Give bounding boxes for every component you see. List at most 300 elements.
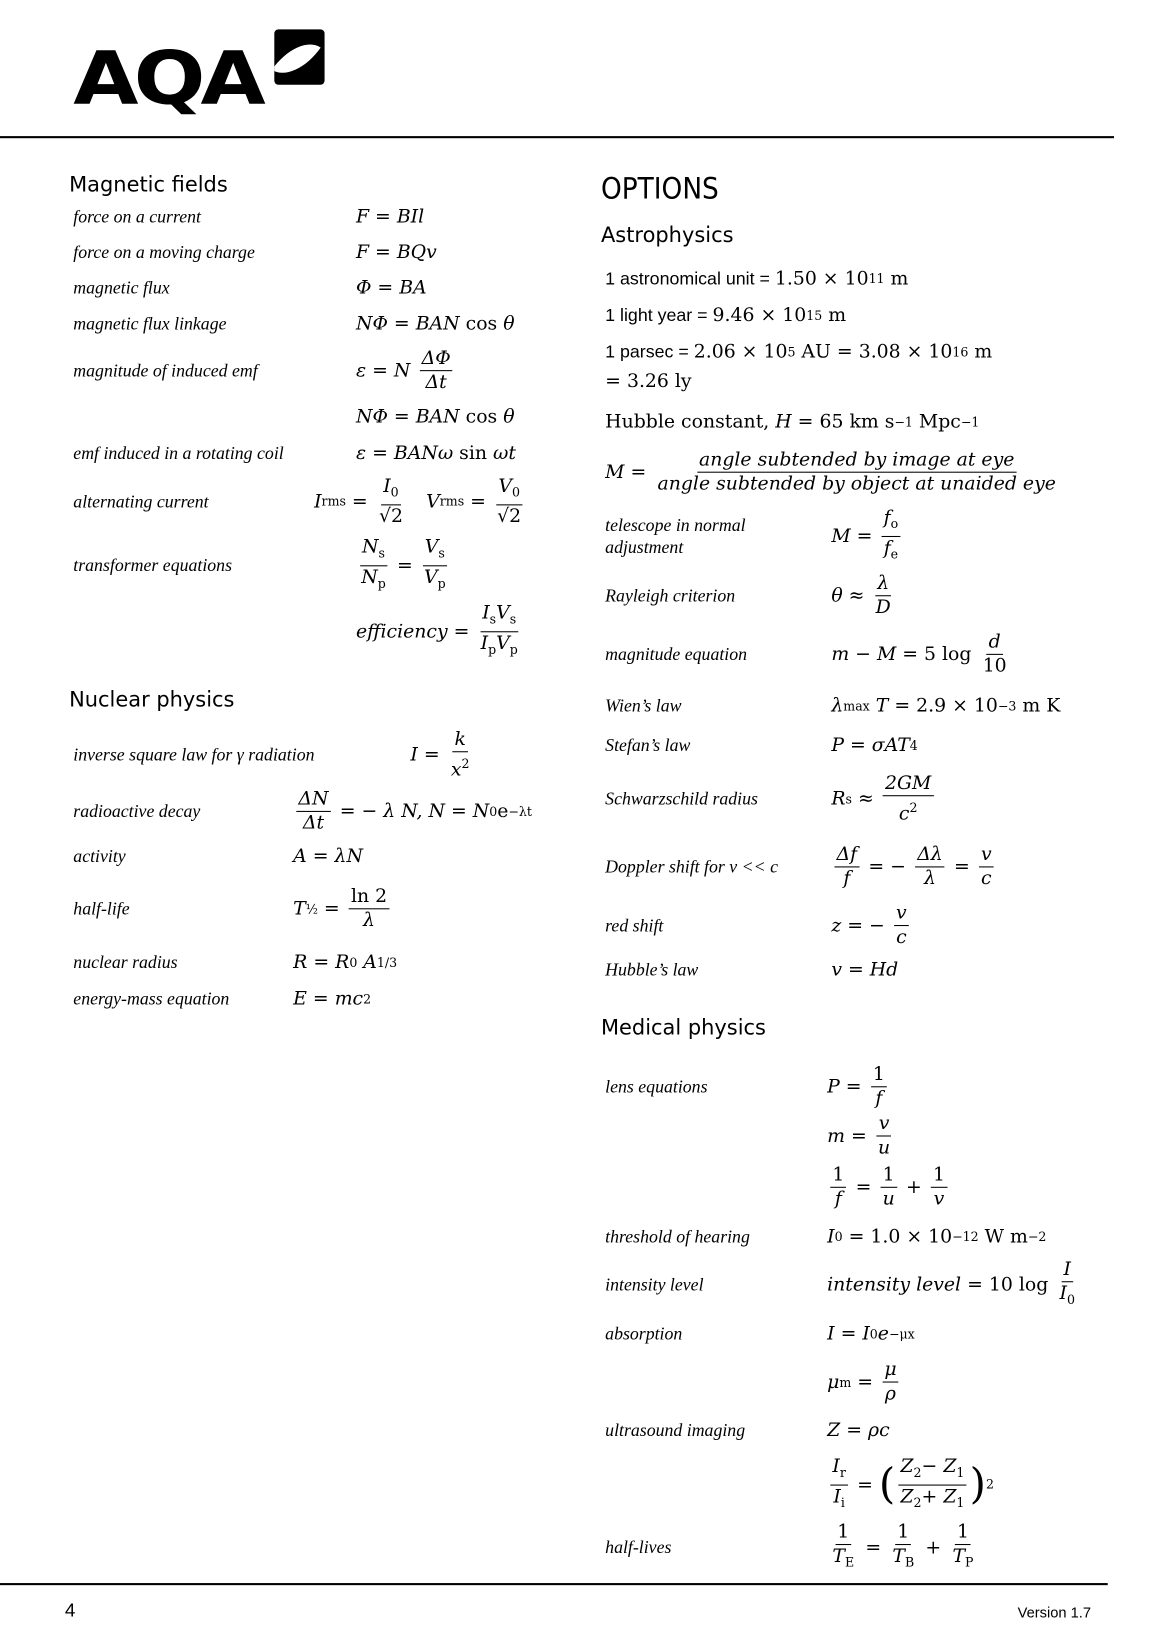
numerator bbox=[830, 1164, 846, 1188]
fraction bbox=[882, 507, 901, 566]
astro-label: telescope in normal adjustment bbox=[605, 515, 746, 558]
math-roman: cos bbox=[465, 405, 498, 428]
magnetic-formula bbox=[356, 206, 424, 228]
numerator bbox=[349, 885, 389, 909]
math-text: v = Hd bbox=[831, 958, 899, 981]
subscript: i bbox=[840, 1495, 845, 1510]
math-text: NΦ = BAN bbox=[355, 312, 466, 335]
medical-formula bbox=[827, 1164, 950, 1211]
magnetic-label: alternating current bbox=[73, 491, 209, 512]
numerator bbox=[881, 1164, 897, 1188]
subscript: r bbox=[839, 1465, 846, 1480]
subscript: 0 bbox=[869, 1326, 878, 1342]
math-text: c bbox=[896, 926, 907, 949]
math-text: I bbox=[832, 1455, 840, 1478]
superscript: −λt bbox=[508, 804, 532, 819]
math-roman: sin bbox=[459, 442, 488, 465]
math-text: I bbox=[383, 475, 391, 498]
magnetic-label: magnetic flux bbox=[73, 277, 170, 298]
math-text: N bbox=[362, 535, 379, 558]
math-text: ε = N bbox=[355, 359, 417, 382]
subscript: 0 bbox=[511, 485, 520, 500]
text-sans: 1 astronomical unit = bbox=[605, 268, 775, 288]
header-rule bbox=[0, 136, 1114, 138]
subscript: s bbox=[845, 791, 852, 807]
numerator bbox=[835, 1521, 851, 1545]
math-text: V bbox=[424, 565, 438, 588]
astro-label: red shift bbox=[605, 915, 664, 936]
magnetic-label: magnitude of induced emf bbox=[73, 360, 258, 381]
math-text: f bbox=[883, 506, 891, 529]
superscript: −1 bbox=[894, 414, 913, 430]
denominator bbox=[981, 655, 1009, 678]
magnetic-label: force on a current bbox=[73, 206, 201, 227]
aqa-leaf-logo-icon bbox=[274, 29, 324, 84]
math-text: R bbox=[831, 787, 846, 810]
astro-formula bbox=[831, 631, 1012, 678]
math-roman: √2 bbox=[497, 504, 522, 527]
math-roman: 1 bbox=[872, 1063, 885, 1086]
numerator bbox=[931, 1164, 947, 1188]
math-text: = − bbox=[862, 855, 912, 878]
astro-formula bbox=[831, 572, 896, 619]
math-text: M = bbox=[831, 525, 879, 548]
fraction bbox=[377, 475, 405, 528]
math-text: Z bbox=[900, 1455, 914, 1478]
math-roman: m K bbox=[1016, 694, 1061, 717]
math-roman: 9.46 × 10 bbox=[712, 304, 807, 327]
denominator bbox=[932, 1188, 947, 1211]
numerator bbox=[452, 728, 468, 752]
fraction bbox=[898, 1455, 966, 1514]
math-text: T bbox=[892, 1545, 905, 1568]
denominator bbox=[423, 371, 448, 394]
denominator bbox=[890, 1545, 916, 1574]
medical-label: absorption bbox=[605, 1323, 683, 1344]
astro-label: Hubble’s law bbox=[605, 959, 699, 980]
denominator bbox=[495, 505, 523, 528]
denominator bbox=[301, 812, 326, 835]
math-text: angle subtended by object at unaided eye bbox=[657, 472, 1056, 495]
fraction bbox=[979, 843, 994, 890]
math-text: u bbox=[878, 1136, 891, 1159]
denominator bbox=[979, 867, 994, 890]
subscript: rms bbox=[321, 494, 346, 509]
fraction bbox=[915, 843, 945, 890]
math-text: c bbox=[898, 802, 910, 825]
math-text: m − M = bbox=[831, 643, 925, 666]
math-text: f bbox=[834, 1187, 842, 1210]
math-roman: m bbox=[968, 340, 993, 363]
numerator bbox=[987, 631, 1003, 655]
denominator bbox=[361, 909, 377, 932]
math-text: Δλ bbox=[917, 843, 943, 866]
math-text: Z bbox=[900, 1485, 914, 1508]
nuclear-formula bbox=[293, 885, 392, 932]
math-text: V bbox=[408, 490, 440, 513]
astro-formula bbox=[831, 959, 898, 981]
math-text: efficiency = bbox=[355, 620, 476, 643]
fraction bbox=[422, 536, 448, 595]
denominator bbox=[894, 926, 909, 949]
medical-formula bbox=[827, 1455, 994, 1514]
superscript: 2 bbox=[461, 756, 470, 772]
math-text: I bbox=[314, 490, 322, 513]
math-text: = bbox=[859, 1536, 888, 1559]
medical-label: threshold of hearing bbox=[605, 1226, 750, 1247]
fraction bbox=[830, 1164, 846, 1211]
math-roman: = 1.0 × 10 bbox=[842, 1225, 953, 1248]
math-text: θ bbox=[497, 405, 515, 428]
math-roman: Mpc bbox=[912, 410, 961, 433]
denominator bbox=[1057, 1282, 1077, 1311]
numerator bbox=[830, 1455, 848, 1485]
fraction bbox=[890, 1521, 916, 1574]
fraction bbox=[981, 631, 1009, 678]
math-text: P = σAT bbox=[831, 734, 910, 757]
math-text: = bbox=[317, 897, 346, 920]
math-text: T bbox=[952, 1545, 966, 1568]
denominator bbox=[897, 796, 920, 825]
magnetic-formula bbox=[356, 536, 451, 595]
superscript: −μx bbox=[888, 1326, 915, 1342]
medical-formula bbox=[827, 1226, 1046, 1248]
subscript: p bbox=[437, 575, 446, 591]
magnetic-formula bbox=[356, 406, 515, 428]
medical-formula bbox=[827, 1112, 895, 1159]
numerator bbox=[871, 1063, 887, 1087]
astro-constant-formula bbox=[605, 370, 691, 392]
magnetic-formula bbox=[356, 241, 437, 263]
numerator bbox=[895, 1521, 911, 1545]
fraction bbox=[834, 843, 859, 890]
superscript: 16 bbox=[952, 344, 969, 360]
numerator bbox=[1061, 1258, 1073, 1282]
nuclear-formula bbox=[293, 845, 363, 867]
math-text: v bbox=[981, 843, 992, 866]
math-text: angle subtended by image at eye bbox=[698, 448, 1015, 471]
math-text: v bbox=[878, 1112, 890, 1135]
math-text: + bbox=[899, 1176, 928, 1199]
fraction bbox=[894, 902, 909, 949]
numerator bbox=[955, 1521, 971, 1545]
math-text: z = − bbox=[831, 914, 891, 937]
denominator bbox=[874, 596, 893, 619]
math-text: = bbox=[851, 1473, 879, 1496]
math-text: + bbox=[919, 1536, 948, 1559]
numerator bbox=[877, 1112, 892, 1136]
math-text: I bbox=[1063, 1258, 1071, 1281]
math-text: Δt bbox=[425, 371, 447, 394]
math-roman: 1.50 × 10 bbox=[774, 267, 869, 290]
subscript: 0 bbox=[834, 1229, 843, 1244]
parenthesis: ( bbox=[878, 1460, 896, 1509]
version-label: Version 1.7 bbox=[1017, 1604, 1092, 1621]
numerator bbox=[979, 843, 994, 867]
math-text: v bbox=[896, 901, 907, 924]
astro-constant-formula bbox=[605, 268, 908, 290]
math-text: e bbox=[877, 1322, 889, 1345]
subscript: E bbox=[844, 1555, 855, 1570]
math-roman: 1 bbox=[882, 1163, 895, 1186]
fraction bbox=[830, 1455, 848, 1514]
magnetic-label: emf induced in a rotating coil bbox=[73, 443, 284, 464]
magnetic-label: force on a moving charge bbox=[73, 242, 255, 263]
math-roman: 1 bbox=[832, 1163, 845, 1186]
math-text: D bbox=[875, 596, 891, 619]
medical-formula bbox=[827, 1521, 979, 1574]
denominator bbox=[898, 1485, 966, 1514]
math-text: V bbox=[496, 631, 510, 654]
numerator bbox=[915, 843, 945, 867]
astro-constant-formula bbox=[605, 304, 846, 326]
medical-formula bbox=[827, 1358, 902, 1405]
astro-constant-formula bbox=[605, 341, 992, 363]
subscript: e bbox=[890, 546, 899, 562]
subscript: 0 bbox=[1066, 1292, 1075, 1307]
math-text: λ bbox=[877, 572, 890, 595]
superscript: 15 bbox=[806, 307, 823, 323]
numerator bbox=[423, 536, 447, 566]
math-text: I bbox=[1059, 1282, 1067, 1305]
math-text: Δf bbox=[836, 843, 858, 866]
fraction bbox=[882, 1358, 898, 1405]
subscript: s bbox=[438, 546, 445, 561]
astro-constant-formula bbox=[605, 449, 1061, 496]
denominator bbox=[876, 1137, 892, 1160]
astro-label: Stefan’s law bbox=[605, 735, 691, 756]
superscript: −12 bbox=[952, 1229, 979, 1244]
medical-formula bbox=[827, 1323, 915, 1345]
math-text: V bbox=[424, 535, 439, 558]
subscript: 2 bbox=[913, 1465, 922, 1480]
math-text: k bbox=[454, 728, 466, 751]
astro-label: Doppler shift for v << c bbox=[605, 856, 779, 877]
math-text: = bbox=[849, 1176, 878, 1199]
denominator bbox=[422, 566, 448, 595]
numerator bbox=[496, 475, 522, 505]
subscript: 0 bbox=[390, 485, 399, 500]
section-heading-nuclear-physics: Nuclear physics bbox=[69, 686, 235, 712]
astro-constant-formula bbox=[605, 411, 979, 433]
math-text: M = bbox=[605, 461, 653, 484]
numerator bbox=[898, 1455, 966, 1485]
denominator bbox=[655, 473, 1058, 496]
math-text: = − λ N, N = N bbox=[333, 800, 490, 823]
nuclear-label: half-life bbox=[73, 898, 130, 919]
math-roman: W m bbox=[978, 1225, 1028, 1248]
numerator bbox=[883, 772, 934, 796]
magnetic-formula bbox=[356, 442, 516, 464]
numerator bbox=[381, 475, 401, 505]
fraction bbox=[296, 788, 330, 835]
math-roman: 1 bbox=[837, 1520, 850, 1543]
math-text: = bbox=[390, 554, 419, 577]
denominator bbox=[883, 1383, 898, 1406]
superscript: −1 bbox=[960, 414, 980, 430]
magnetic-formula bbox=[356, 347, 456, 394]
fraction bbox=[359, 536, 388, 595]
math-text: 2GM bbox=[884, 772, 932, 795]
fraction bbox=[1057, 1258, 1077, 1311]
subscript: p bbox=[377, 575, 386, 591]
medical-formula bbox=[827, 1258, 1080, 1311]
math-text: Δt bbox=[302, 811, 325, 834]
math-text: λ bbox=[831, 694, 844, 717]
math-roman: 1 bbox=[956, 1520, 969, 1543]
astro-formula bbox=[831, 507, 903, 566]
math-text: u bbox=[882, 1187, 895, 1210]
magnetic-label: transformer equations bbox=[73, 555, 233, 576]
math-text: Z = ρc bbox=[827, 1419, 890, 1442]
math-text: I bbox=[827, 1225, 835, 1248]
numerator bbox=[882, 1358, 898, 1382]
denominator bbox=[922, 867, 938, 890]
math-roman: ln 2 bbox=[350, 885, 388, 908]
magnetic-formula bbox=[356, 602, 523, 661]
subscript: 1 bbox=[956, 1495, 965, 1510]
denominator bbox=[873, 1087, 884, 1110]
fraction bbox=[883, 772, 934, 825]
math-text: ΔN bbox=[298, 787, 329, 810]
subscript: o bbox=[890, 516, 899, 532]
numerator bbox=[296, 788, 330, 812]
denominator bbox=[359, 566, 388, 595]
math-text: I = I bbox=[827, 1322, 870, 1345]
subscript: P bbox=[965, 1555, 974, 1570]
numerator bbox=[882, 507, 901, 537]
math-text: F = BQv bbox=[355, 241, 437, 264]
subscript: s bbox=[378, 546, 385, 561]
fraction bbox=[495, 475, 523, 528]
math-text: = bbox=[947, 855, 976, 878]
medical-label: ultrasound imaging bbox=[605, 1420, 746, 1441]
math-text: f bbox=[843, 867, 851, 890]
math-text: F = BIl bbox=[355, 205, 425, 228]
aqa-logo: AQA bbox=[73, 35, 261, 122]
denominator bbox=[377, 505, 405, 528]
math-roman: e bbox=[497, 800, 509, 823]
nuclear-formula bbox=[293, 988, 371, 1010]
math-text: NΦ = BAN bbox=[355, 405, 466, 428]
subscript: B bbox=[904, 1555, 915, 1570]
fraction bbox=[449, 728, 472, 781]
subscript: rms bbox=[439, 494, 465, 509]
subscript: s bbox=[509, 611, 517, 627]
fraction bbox=[655, 449, 1058, 496]
math-text: f bbox=[875, 1087, 883, 1110]
astro-formula bbox=[831, 772, 936, 825]
astro-formula bbox=[831, 695, 1060, 717]
math-text: E = mc bbox=[293, 987, 364, 1010]
parenthesis: ) bbox=[969, 1460, 986, 1509]
math-text: A bbox=[357, 951, 377, 974]
section-heading-magnetic-fields: Magnetic fields bbox=[69, 171, 228, 197]
math-text: = bbox=[345, 490, 374, 513]
superscript: 5 bbox=[787, 344, 796, 360]
superscript: 2 bbox=[909, 800, 918, 816]
subscript: ½ bbox=[305, 901, 318, 917]
denominator bbox=[830, 1545, 856, 1574]
fraction bbox=[871, 1063, 887, 1110]
math-text: − Z bbox=[921, 1455, 957, 1478]
subscript: p bbox=[509, 641, 518, 657]
medical-label: intensity level bbox=[605, 1274, 704, 1295]
superscript: 11 bbox=[868, 271, 885, 286]
astro-label: Wien’s law bbox=[605, 695, 682, 716]
fraction bbox=[874, 572, 893, 619]
fraction bbox=[419, 347, 452, 394]
math-text: T bbox=[293, 897, 306, 920]
denominator bbox=[831, 1485, 847, 1514]
subscript: m bbox=[839, 1374, 852, 1390]
superscript: 2 bbox=[985, 1477, 994, 1492]
math-text: T bbox=[832, 1545, 845, 1568]
math-roman: = 65 km s bbox=[791, 410, 895, 433]
math-text: R = R bbox=[293, 951, 350, 974]
subscript: max bbox=[843, 698, 870, 714]
fraction bbox=[479, 602, 520, 661]
subscript: s bbox=[489, 611, 497, 627]
denominator bbox=[950, 1545, 975, 1574]
nuclear-formula bbox=[293, 951, 397, 973]
fraction bbox=[950, 1521, 975, 1574]
math-text: I bbox=[833, 1485, 841, 1508]
math-roman: m bbox=[822, 304, 847, 327]
fraction bbox=[876, 1112, 892, 1159]
medical-label: half-lives bbox=[605, 1537, 672, 1558]
math-text: intensity level bbox=[827, 1273, 962, 1296]
math-text: = bbox=[464, 490, 492, 513]
math-roman: 2.06 × 10 bbox=[693, 340, 788, 363]
math-text: ≈ bbox=[851, 787, 880, 810]
astro-label: Rayleigh criterion bbox=[605, 585, 736, 606]
math-text: H bbox=[775, 410, 792, 433]
math-text: m = bbox=[827, 1125, 873, 1147]
numerator bbox=[894, 902, 909, 926]
numerator bbox=[480, 602, 518, 632]
math-roman: 5 log bbox=[924, 643, 978, 666]
subscript: 0 bbox=[489, 804, 498, 819]
numerator bbox=[419, 347, 452, 371]
math-roman: 2.9 × 10 bbox=[916, 694, 998, 717]
math-text: c bbox=[981, 867, 992, 890]
fraction bbox=[931, 1164, 947, 1211]
math-text: v bbox=[933, 1187, 945, 1210]
math-text: ΔΦ bbox=[421, 347, 451, 370]
nuclear-formula bbox=[293, 788, 532, 835]
math-text: d bbox=[988, 630, 1001, 653]
math-text: P = bbox=[827, 1075, 868, 1098]
fraction bbox=[349, 885, 389, 932]
nuclear-formula bbox=[410, 728, 474, 781]
denominator bbox=[833, 1188, 844, 1211]
denominator bbox=[881, 1188, 897, 1211]
math-text: I bbox=[482, 601, 490, 624]
astro-label: Schwarzschild radius bbox=[605, 788, 758, 809]
nuclear-label: nuclear radius bbox=[73, 952, 178, 973]
math-roman: m bbox=[884, 267, 909, 290]
text-sans: 1 light year = bbox=[605, 304, 713, 325]
medical-formula bbox=[827, 1419, 890, 1441]
numerator bbox=[834, 843, 859, 867]
magnetic-formula bbox=[314, 475, 526, 528]
math-text: λ bbox=[363, 909, 375, 932]
math-text: A = λN bbox=[293, 845, 363, 868]
math-text: f bbox=[883, 536, 891, 559]
math-text: ωt bbox=[487, 442, 516, 465]
math-roman: Hubble constant, bbox=[605, 410, 776, 433]
